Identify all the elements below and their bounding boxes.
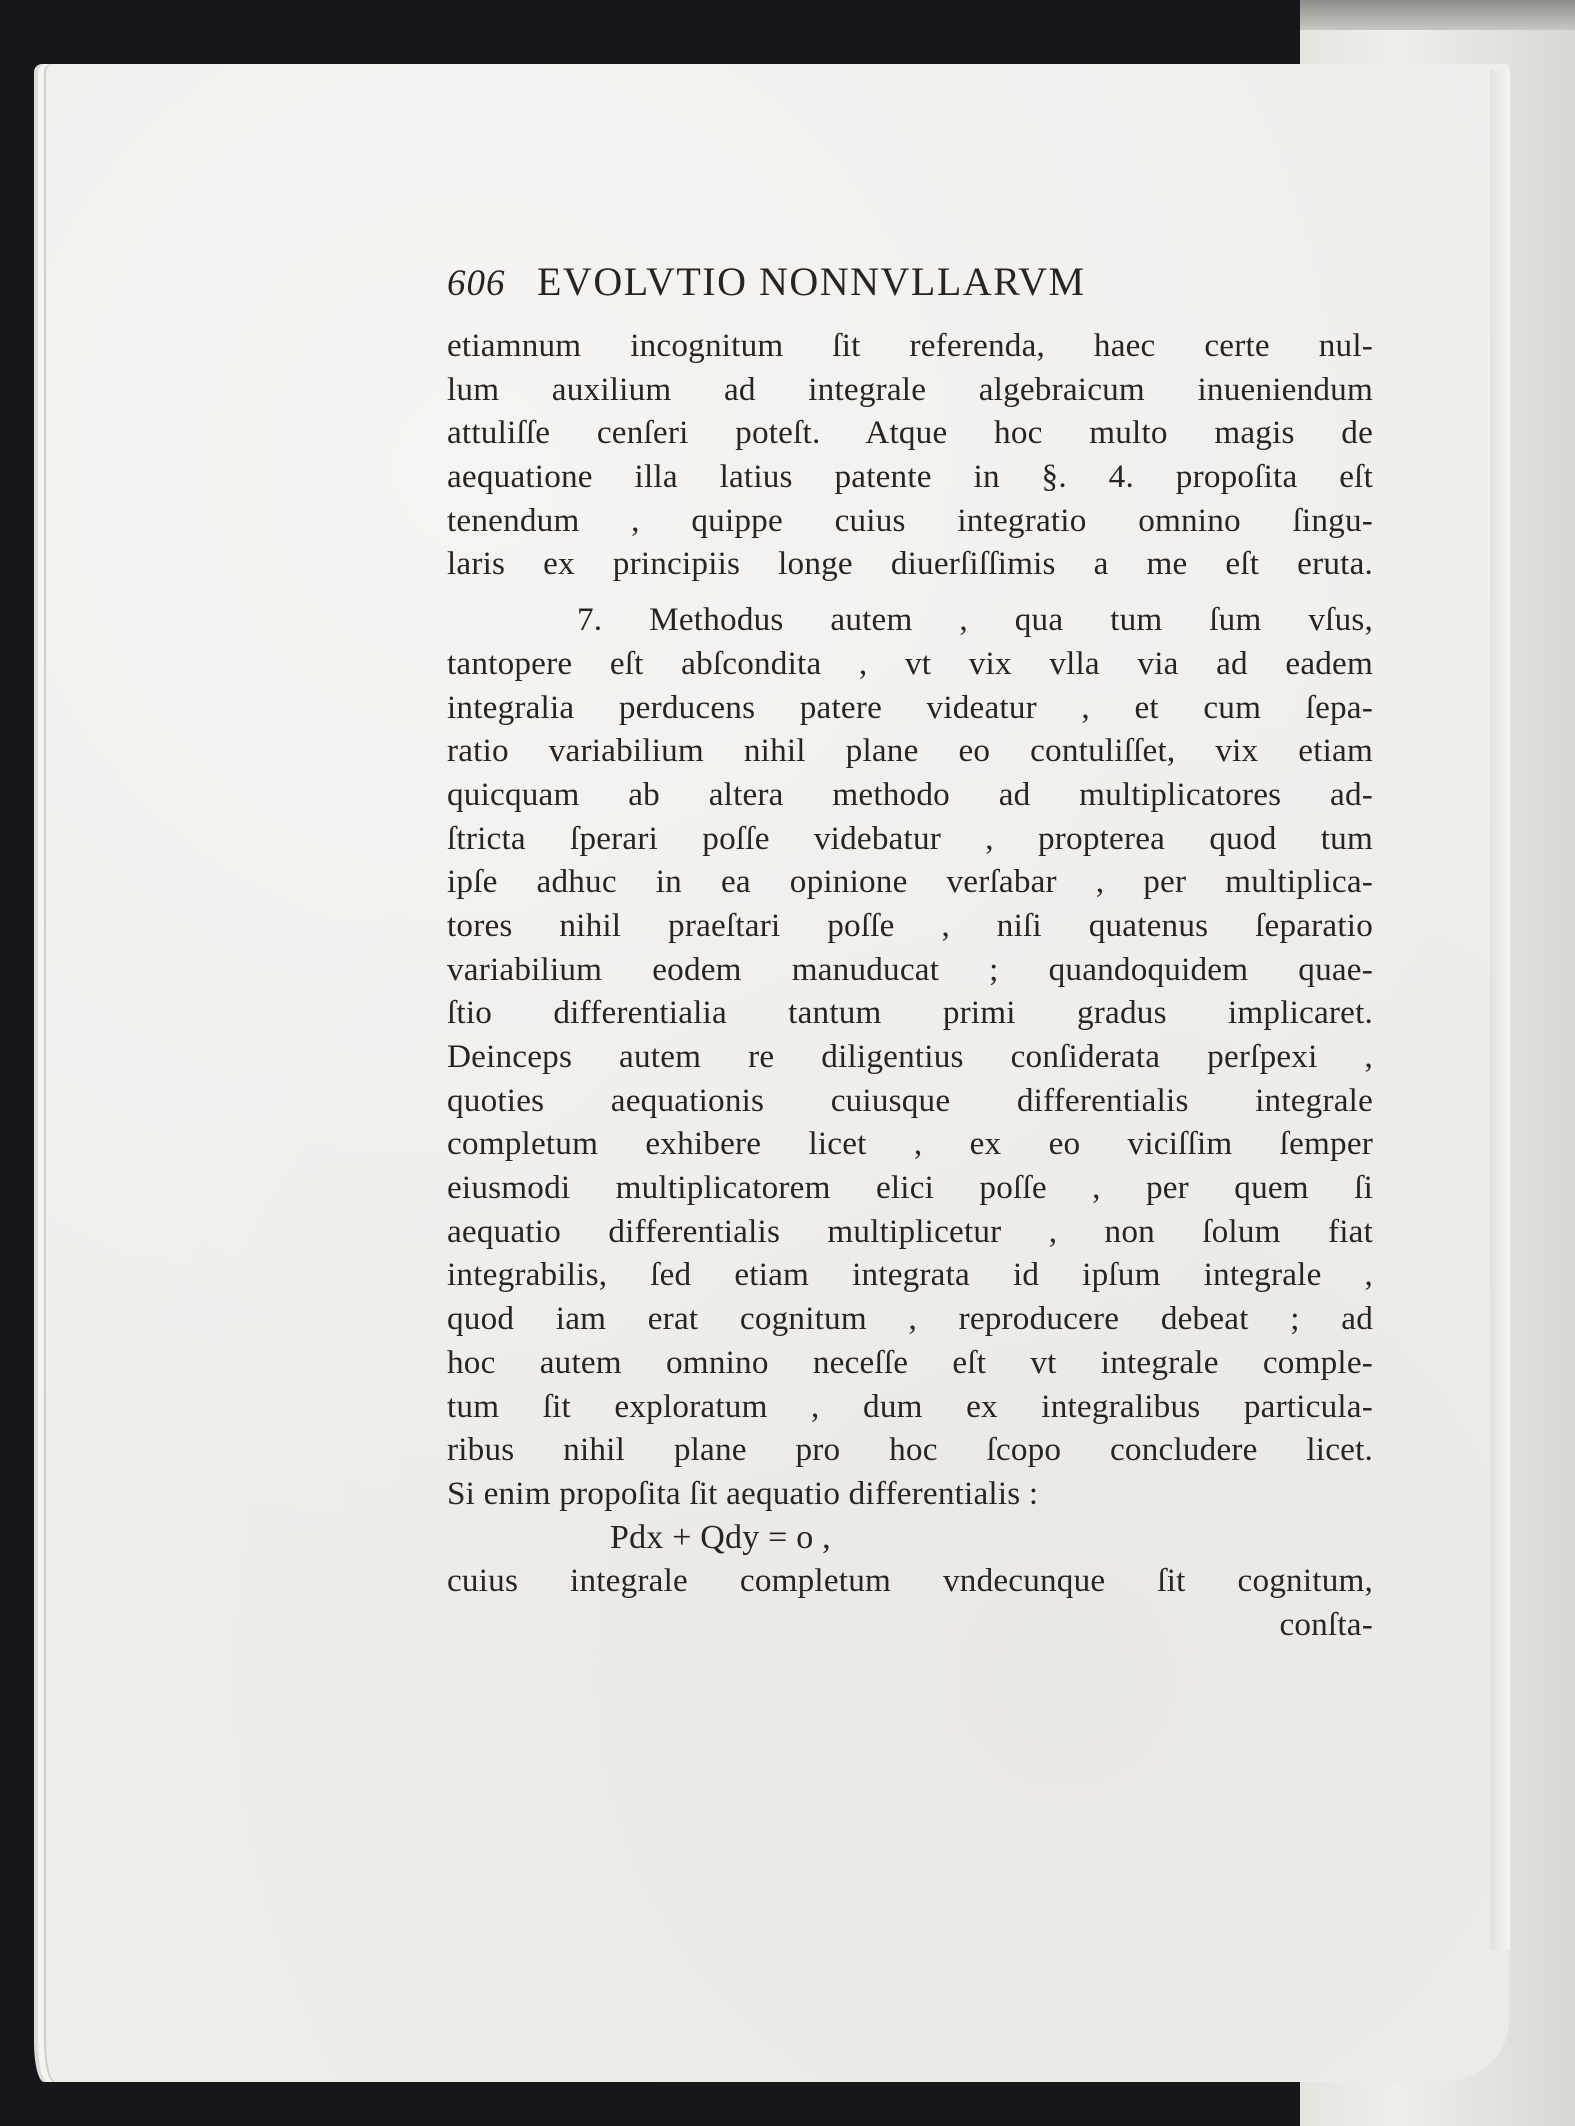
text-line: ſtricta ſperari poſſe videbatur , propterea quod tum [447, 819, 1373, 857]
text-line: integrabilis, ſed etiam integrata id ipſum integrale , [447, 1256, 1373, 1294]
section-7-first-line: 7. Methodus autem , qua tum ſum vſus, [577, 601, 1373, 639]
text-line: Si enim propoſita ſit aequatio differentialis : [447, 1474, 1039, 1512]
catchword: conſta- [1279, 1605, 1373, 1643]
text-line: ribus nihil plane pro hoc ſcopo concludere licet. [447, 1431, 1373, 1469]
page-text [447, 258, 1373, 1647]
text-line: attuliſſe cenſeri poteſt. Atque hoc multo magis de [447, 414, 1373, 452]
text-line: aequatione illa latius patente in §. 4. propoſita eſt [447, 458, 1373, 496]
text-line: tantopere eſt abſcondita , vt vix vlla via ad eadem [447, 644, 1373, 682]
text-line: ratio variabilium nihil plane eo contuliſſet, vix etiam [447, 732, 1373, 770]
text-line: variabilium eodem manuducat ; quandoquidem quae- [447, 950, 1373, 988]
text-line: cuius integrale completum vndecunque ſit cognitum, [447, 1562, 1373, 1600]
page-edge [1490, 70, 1510, 1950]
underlying-page-fold [1300, 0, 1575, 30]
text-line: aequatio differentialis multiplicetur , non ſolum fiat [447, 1212, 1373, 1250]
page-number: 606 [447, 263, 506, 304]
text-line: lum auxilium ad integrale algebraicum inueniendum [447, 370, 1373, 408]
text-line: quod iam erat cognitum , reproducere debeat ; ad [447, 1300, 1373, 1338]
text-line: eiusmodi multiplicatorem elici poſſe , per quem ſi [447, 1169, 1373, 1207]
formula: Pdx + Qdy = o , [610, 1518, 831, 1556]
text-line: completum exhibere licet , ex eo viciſſim ſemper [447, 1125, 1373, 1163]
text-line: ſtio differentialia tantum primi gradus implicaret. [447, 994, 1373, 1032]
paragraph-1 [447, 324, 1373, 586]
running-title: EVOLVTIO NONNVLLARVM [537, 259, 1086, 304]
text-line: laris ex principiis longe diuerſiſſimis a me eſt eruta. [447, 545, 1373, 583]
text-line: hoc autem omnino neceſſe eſt vt integrale comple- [447, 1343, 1373, 1381]
paragraph-7 [447, 598, 1373, 1647]
text-line: integralia perducens patere videatur , et cum ſepa- [447, 688, 1373, 726]
text-line: etiamnum incognitum ſit referenda, haec certe nul- [447, 327, 1373, 364]
text-line: ipſe adhuc in ea opinione verſabar , per multiplica- [447, 863, 1373, 901]
running-head [447, 258, 1373, 318]
text-line: tum ſit exploratum , dum ex integralibus particula- [447, 1387, 1373, 1425]
text-line: tenendum , quippe cuius integratio omnino ſingu- [447, 501, 1373, 539]
text-line: tores nihil praeſtari poſſe , niſi quatenus ſeparatio [447, 906, 1373, 944]
text-line: quicquam ab altera methodo ad multiplicatores ad- [447, 775, 1373, 813]
text-line: quoties aequationis cuiusque differentialis integrale [447, 1081, 1373, 1119]
text-line: Deinceps autem re diligentius conſiderata perſpexi , [447, 1038, 1373, 1075]
